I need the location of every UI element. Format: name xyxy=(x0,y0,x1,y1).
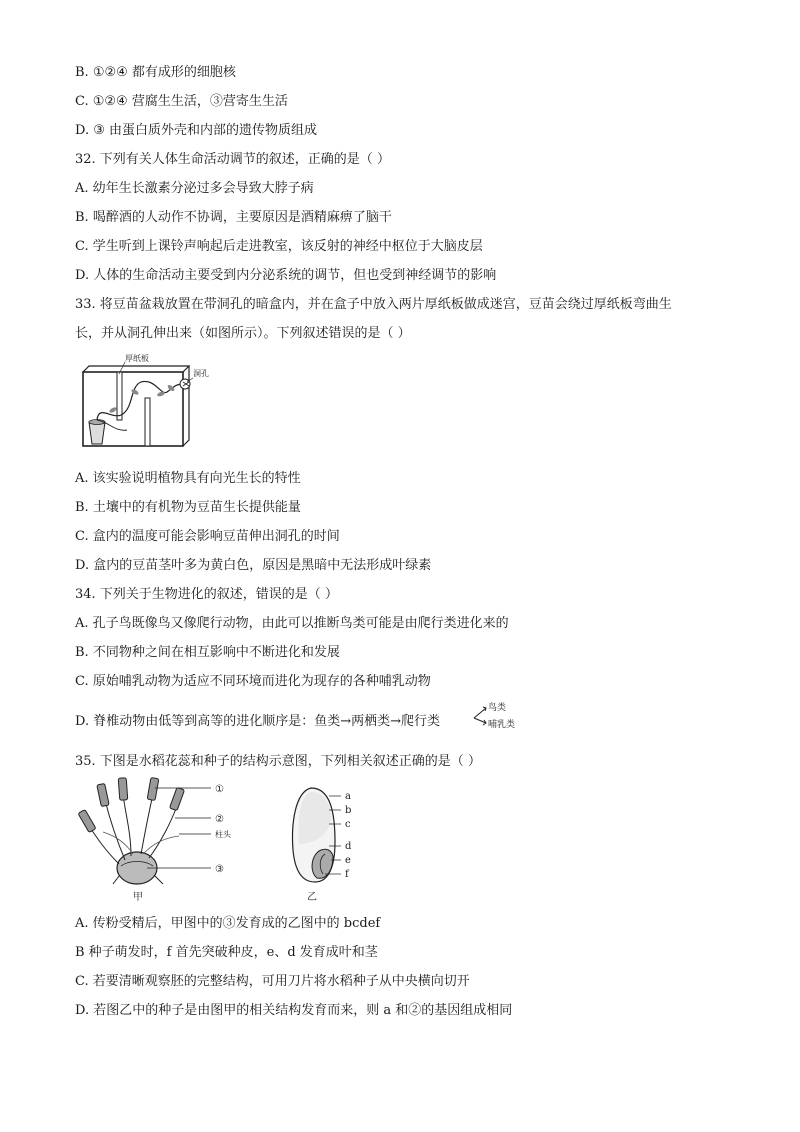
q33-stem-line1: 33. 将豆苗盆栽放置在带洞孔的暗盒内，并在盒子中放入两片厚纸板做成迷宫，豆苗会绕过厚纸板弯曲生 xyxy=(75,297,672,312)
q32-option-c: C. 学生听到上课铃声响起后走进教室，该反射的神经中枢位于大脑皮层 xyxy=(75,239,483,254)
q35-seed-label-a: a xyxy=(345,791,351,802)
q34-option-d: D. 脊椎动物由低等到高等的进化顺序是：鱼类→两栖类→爬行类 xyxy=(75,714,441,729)
q35-stem: 35. 下图是水稻花蕊和种子的结构示意图，下列相关叙述正确的是（ ） xyxy=(75,754,481,769)
q32-option-a: A. 幼年生长激素分泌过多会导致大脖子病 xyxy=(75,181,314,196)
q33-option-b: B. 土壤中的有机物为豆苗生长提供能量 xyxy=(75,500,301,515)
q32-option-d: D. 人体的生命活动主要受到内分泌系统的调节，但也受到神经调节的影响 xyxy=(75,268,497,283)
q35-figure-rice-flower xyxy=(75,776,255,904)
q33-stem-line2: 长，并从洞孔伸出来（如图所示）。下列叙述错误的是（ ） xyxy=(75,326,411,341)
q32-stem: 32. 下列有关人体生命活动调节的叙述，正确的是（ ） xyxy=(75,152,390,167)
q35-seed-label-d: d xyxy=(345,841,352,852)
q35-figure-rice-seed xyxy=(285,784,375,904)
q35-option-a: A. 传粉受精后，甲图中的③发育成的乙图中的 bcdef xyxy=(75,916,381,931)
q34-option-a: A. 孔子鸟既像鸟又像爬行动物，由此可以推断鸟类可能是由爬行类进化来的 xyxy=(75,616,509,631)
q32-option-b: B. 喝醉酒的人动作不协调，主要原因是酒精麻痹了脑干 xyxy=(75,210,392,225)
q34-branch-mammals: 哺乳类 xyxy=(488,720,516,730)
q35-seed-label-b: b xyxy=(345,805,352,816)
q34-branch-birds: 鸟类 xyxy=(488,703,507,713)
q34-stem: 34. 下列关于生物进化的叙述，错误的是（ ） xyxy=(75,587,338,602)
q35-option-d: D. 若图乙中的种子是由图甲的相关结构发育而来，则 a 和②的基因组成相同 xyxy=(75,1003,513,1018)
q31-option-c: C. ①②④ 营腐生生活，③营寄生生活 xyxy=(75,94,288,109)
q33-option-d: D. 盒内的豆苗茎叶多为黄白色，原因是黑暗中无法形成叶绿素 xyxy=(75,558,432,573)
q33-option-a: A. 该实验说明植物具有向光生长的特性 xyxy=(75,471,301,486)
q34-option-b: B. 不同物种之间在相互影响中不断进化和发展 xyxy=(75,645,340,660)
q33-figure-maze-box xyxy=(75,352,225,452)
q33-label-cardboard: 厚纸板 xyxy=(125,354,149,363)
q31-option-d: D. ③ 由蛋白质外壳和内部的遗传物质组成 xyxy=(75,123,318,138)
q35-seed-label-e: e xyxy=(345,855,351,866)
q31-option-b: B. ①②④ 都有成形的细胞核 xyxy=(75,65,236,80)
q35-seed-label-c: c xyxy=(345,819,351,830)
q34-option-c: C. 原始哺乳动物为适应不同环境而进化为现存的各种哺乳动物 xyxy=(75,674,431,689)
q35-label-1: ① xyxy=(215,784,224,795)
q34-branch-arrows xyxy=(472,698,542,734)
q35-label-2: ② xyxy=(215,814,224,825)
q35-option-b: B 种子萌发时，f 首先突破种皮，e、d 发育成叶和茎 xyxy=(75,945,378,960)
q35-label-stigma: 柱头 xyxy=(215,830,231,839)
q35-option-c: C. 若要清晰观察胚的完整结构，可用刀片将水稻种子从中央横向切开 xyxy=(75,974,470,989)
q33-label-hole: 洞孔 xyxy=(193,369,209,378)
q35-caption-jia: 甲 xyxy=(133,892,143,903)
q35-label-3: ③ xyxy=(215,864,224,875)
q35-caption-yi: 乙 xyxy=(307,892,317,903)
q33-option-c: C. 盒内的温度可能会影响豆苗伸出洞孔的时间 xyxy=(75,529,340,544)
q35-seed-label-f: f xyxy=(345,869,349,880)
